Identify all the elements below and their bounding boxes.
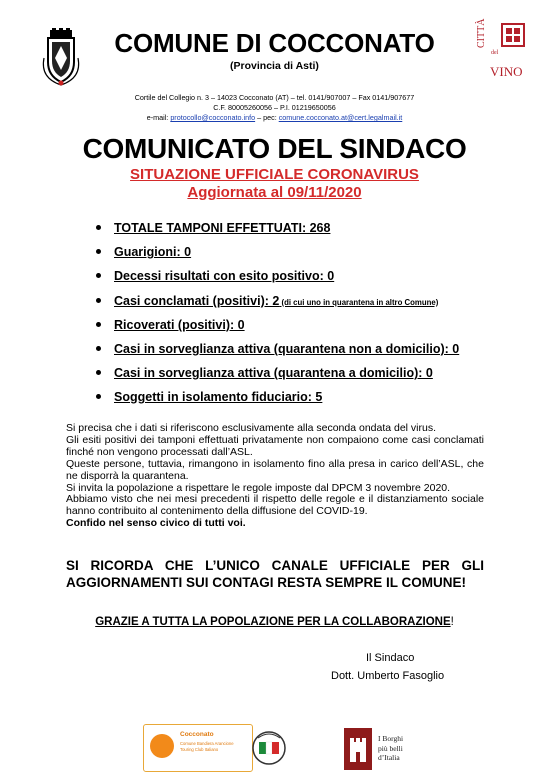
stat-label: TOTALE TAMPONI EFFETTUATI: 268 (114, 221, 331, 235)
bullet-icon (96, 322, 101, 327)
bullet-icon (96, 298, 101, 303)
logo-word-vino: VINO (490, 64, 523, 79)
email-line (0, 113, 549, 122)
list-item (100, 366, 520, 390)
body-paragraph: Si invita la popolazione a rispettare le regole imposte dal DPCM 3 novembre 2020. (66, 481, 451, 494)
logo-text-line: più belli (378, 743, 403, 753)
bullet-icon (96, 394, 101, 399)
signature-role: Il Sindaco (366, 652, 415, 664)
list-item (100, 294, 520, 318)
list-item (100, 269, 520, 293)
address-line: Cortile del Collegio n. 3 – 14023 Cocconato (AT) – tel. 0141/907007 – Fax 0141/907677 (134, 93, 415, 102)
thanks-line (0, 616, 549, 628)
list-item (100, 390, 520, 414)
logo-caption (180, 741, 234, 752)
body-paragraph-bold: Confido nel senso civico di tutti voi. (66, 517, 246, 530)
stat-label: Soggetti in isolamento fiduciario: 5 (114, 390, 323, 405)
stat-label: Decessi risultati con esito positivo: 0 (114, 269, 335, 284)
list-item (100, 342, 520, 366)
castle-icon (344, 728, 372, 770)
fiscal-line: C.F. 80005260056 – P.I. 01219650056 (213, 103, 336, 112)
stat-note: (di cui uno in quarantena in altro Comune) (279, 297, 439, 307)
orange-flag-icon (150, 734, 174, 758)
body-paragraph: Si precisa che i dati si riferiscono esclusivamente alla seconda ondata del virus. (66, 422, 437, 434)
stat-label (114, 294, 438, 308)
bullet-icon (96, 225, 101, 230)
list-item (100, 318, 520, 342)
pec-link[interactable]: comune.cocconato.at@cert.legalmail.it (278, 113, 403, 122)
thanks-text: GRAZIE A TUTTA LA POPOLAZIONE PER LA COLLABORAZIONE (95, 616, 451, 628)
logo-word-citta: CITTÀ (476, 18, 487, 48)
logo-text-line: I Borghi (378, 734, 404, 743)
borghi-piu-belli-logo (344, 728, 439, 772)
bandiera-arancione-logo (143, 724, 253, 772)
bullet-icon (96, 273, 101, 278)
logo-caption-line: Touring Club Italiano (180, 746, 219, 752)
province-subtitle: (Provincia di Asti) (230, 60, 319, 72)
logo-title: Cocconato (180, 731, 214, 738)
stat-label: Casi in sorveglianza attiva (quarantena a domicilio): 0 (114, 366, 433, 381)
logo-caption-line: Comune Bandiera Arancione (180, 741, 234, 746)
official-channel-reminder: SI RICORDA CHE L’UNICO CANALE UFFICIALE PER GLI AGGIORNAMENTI SUI CONTAGI RESTA SEMPRE IL COMUNE! (66, 558, 484, 590)
body-paragraph: Queste persone, tuttavia, rimangono in isolamento fino alla presa in carico dell’ASL, che ne disporrà la quarantena. (66, 457, 484, 482)
body-paragraph: Abbiamo visto che nei mesi precedenti il rispetto delle regole e il distanziamento sociale hanno contribuito al contenimento della diffusione del COVID-19. (66, 493, 484, 518)
list-item (100, 245, 520, 269)
logo-text-line: d’Italia (378, 753, 400, 762)
stat-label: Ricoverati (positivi): 0 (114, 317, 245, 332)
citta-del-vino-logo-icon (478, 14, 528, 84)
pec-label: – pec: (255, 113, 279, 122)
notice-updated-date: Aggiornata al 09/11/2020 (187, 184, 362, 201)
email-link[interactable]: protocollo@cocconato.info (170, 113, 256, 122)
logo-word-del: del (491, 50, 499, 56)
stat-label-text: Casi conclamati (positivi): 2 (114, 293, 280, 308)
bullet-icon (96, 249, 101, 254)
bullet-icon (96, 370, 101, 375)
municipality-title: COMUNE DI COCCONATO (114, 28, 435, 58)
notice-subtitle: SITUAZIONE UFFICIALE CORONAVIRUS (130, 166, 419, 183)
covid-stats-list (100, 221, 520, 415)
list-item (100, 221, 520, 245)
signature-name: Dott. Umberto Fasoglio (331, 670, 445, 682)
bullet-icon (96, 346, 101, 351)
italian-flag-badge-icon (252, 728, 286, 768)
stat-label: Guarigioni: 0 (114, 245, 192, 260)
email-label: e-mail: (146, 113, 171, 122)
thanks-punctuation: ! (450, 616, 454, 628)
stat-label: Casi in sorveglianza attiva (quarantena non a domicilio): 0 (114, 341, 460, 356)
body-paragraph: Gli esiti positivi dei tamponi effettuati privatamente non compaiono come casi conclamati finché non vengono processati dall’ASL. (66, 433, 484, 458)
notice-body (66, 423, 484, 530)
notice-title: COMUNICATO DEL SINDACO (82, 133, 467, 164)
logo-text (378, 734, 403, 763)
